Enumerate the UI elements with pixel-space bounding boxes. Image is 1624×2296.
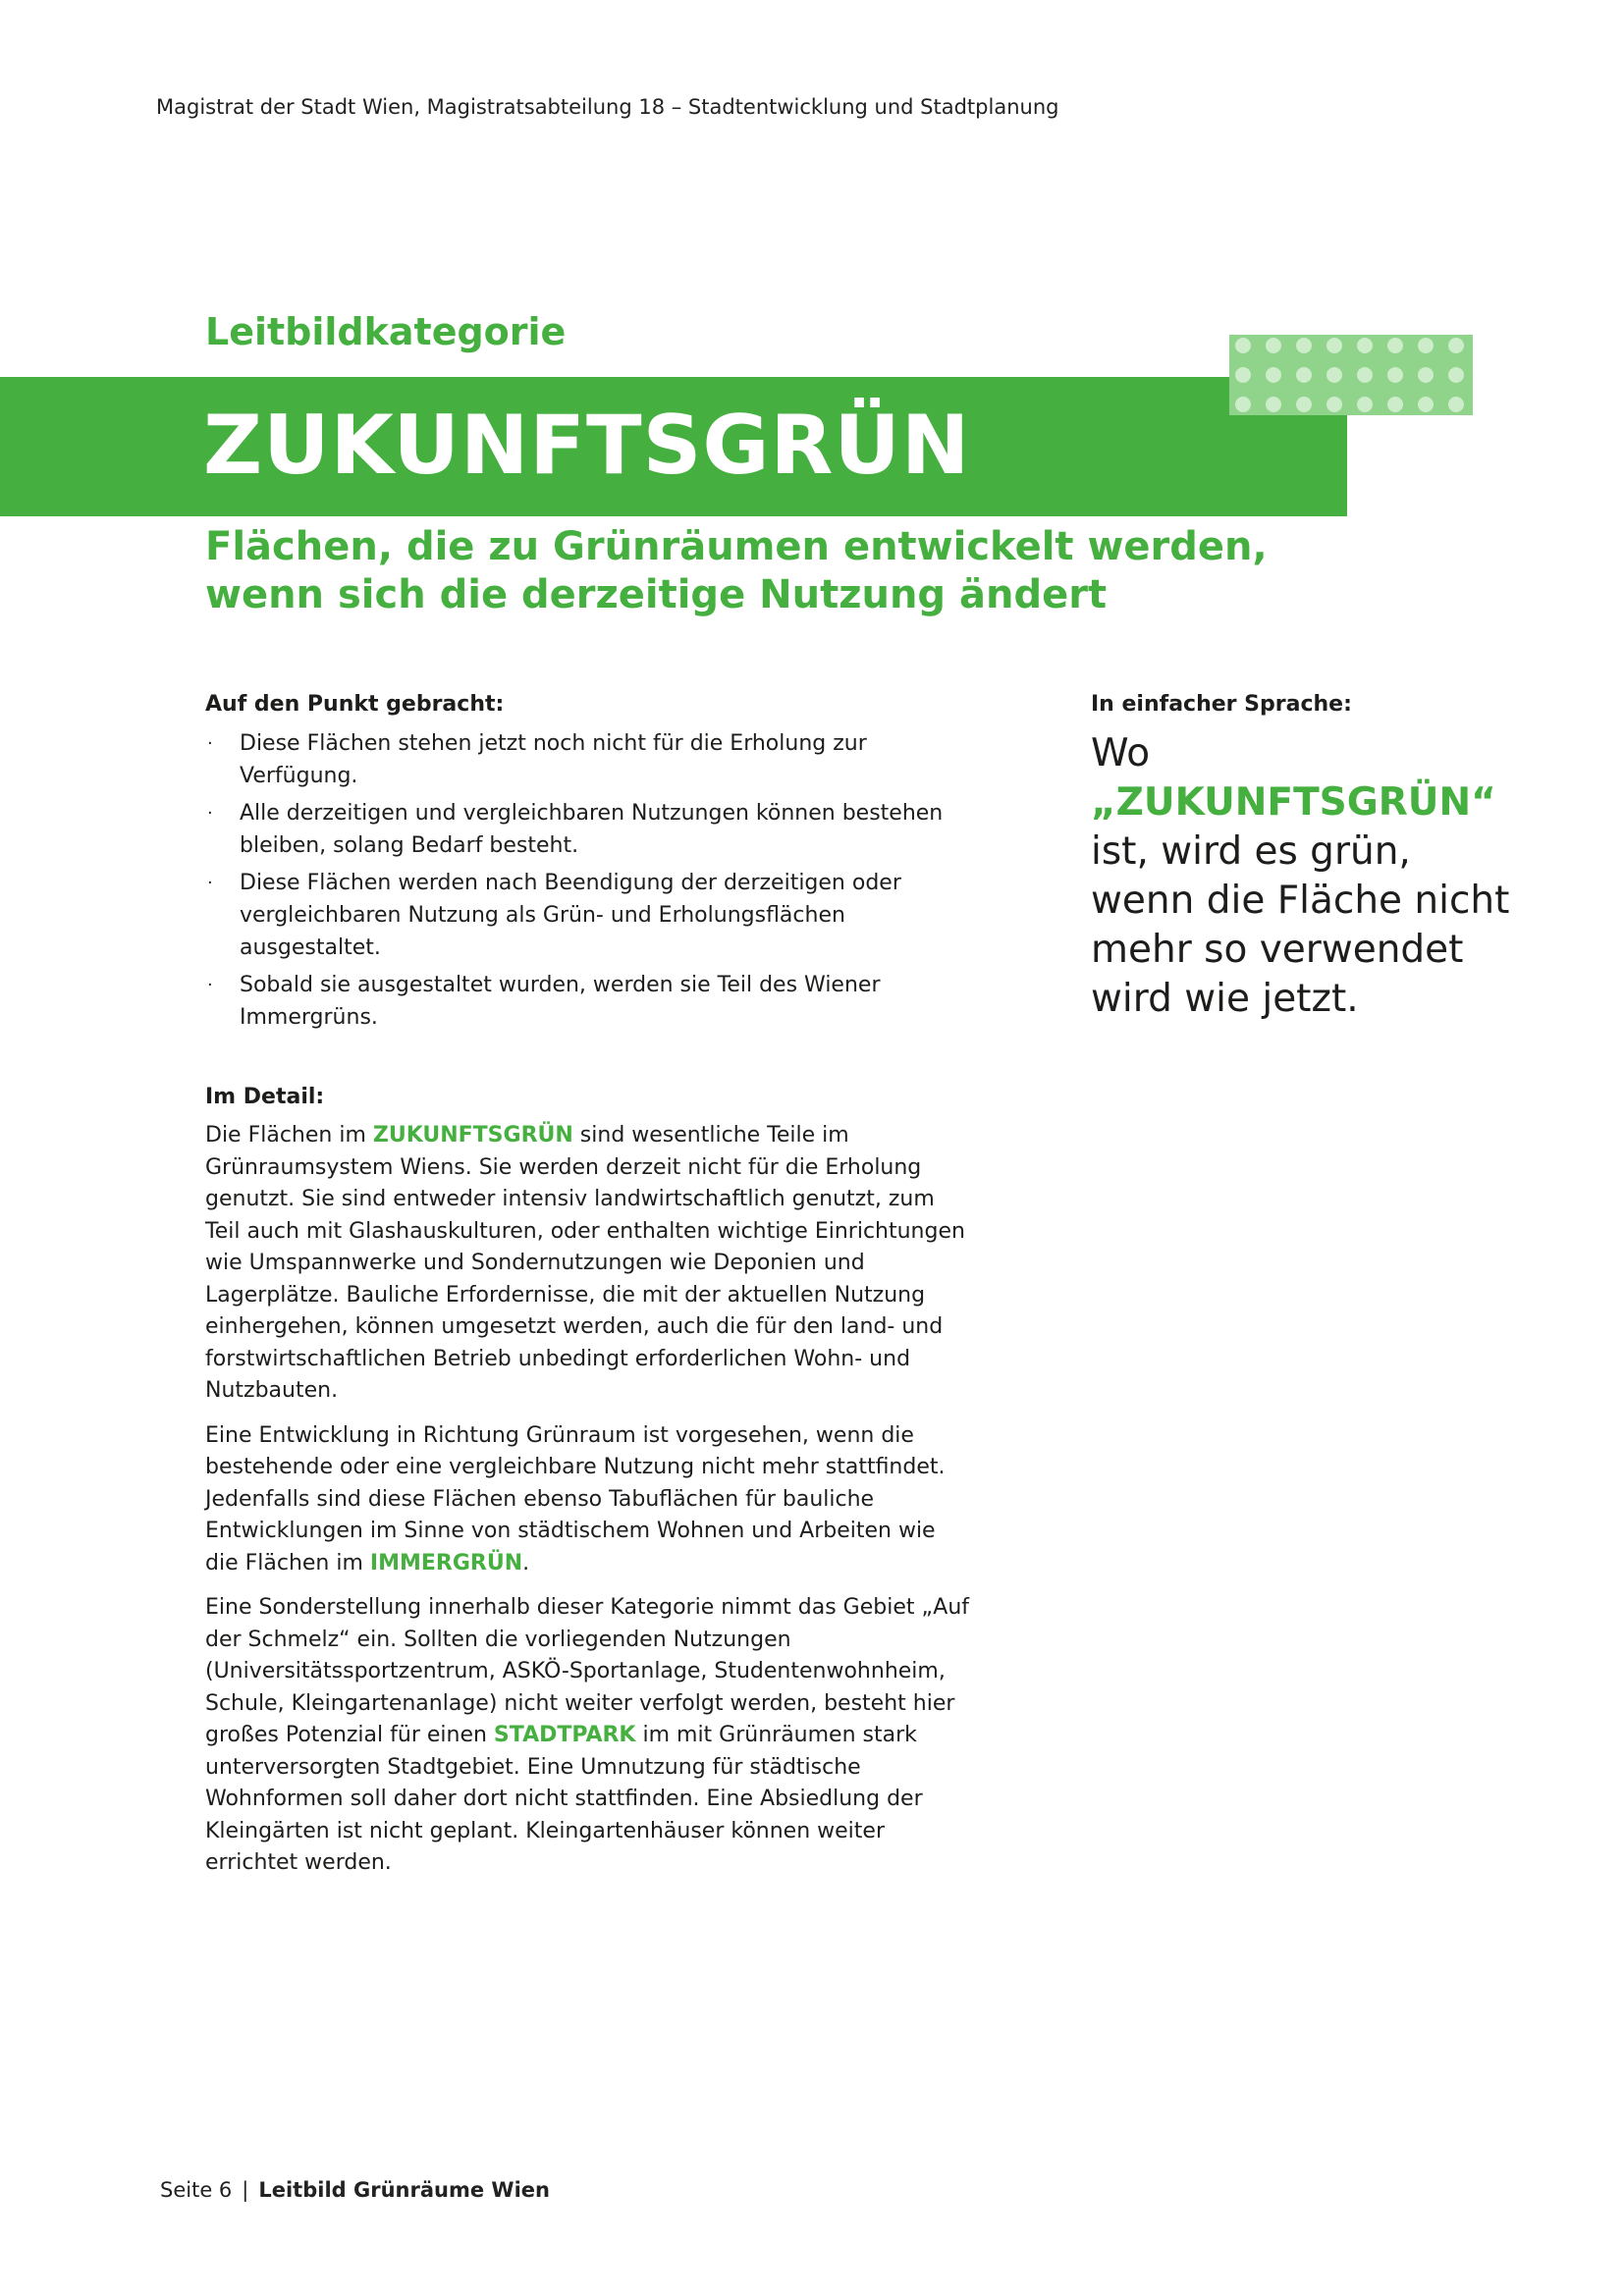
highlight-immergruen: IMMERGRÜN (369, 1550, 523, 1575)
paragraph-text: Eine Sonderstellung innerhalb dieser Kategorie nimmt das Gebiet „Auf der Schmelz“ ein. Sollten die vorliegenden Nutzungen (Universitätssportzentrum, ASKÖ-Sportanlage, Studentenwohnheim, Schule, Kleingartenanlage) nicht weiter verfolgt werden, besteht hier großes Potenzial für einen (205, 1595, 970, 1747)
list-item (205, 867, 971, 964)
page-footer (160, 2178, 550, 2202)
detail-paragraph-2 (205, 1420, 971, 1580)
bullet-icon: · (207, 873, 213, 893)
category-label: Leitbildkategorie (205, 310, 567, 353)
summary-list (205, 727, 971, 1034)
highlight-stadtpark: STADTPARK (493, 1723, 636, 1747)
footer-doc-title: Leitbild Grünräume Wien (258, 2178, 550, 2202)
list-item (205, 727, 971, 792)
dot-pattern-decoration (1229, 335, 1473, 415)
paragraph-text: sind wesentliche Teile im Grünraumsystem Wiens. Sie werden derzeit nicht für die Erholung genutzt. Sie sind entweder intensiv landwirtschaftlich genutzt, zum Teil auch mit Glashauskulturen, oder enthalten wichtige Einrichtungen wie Umspannwerke und Sondernutzungen wie Deponien und Lagerplätze. Bauliche Erfordernisse, die mit der aktuellen Nutzung einhergehen, können umgesetzt werden, auch die für den land- und forstwirtschaftlichen Betrieb unbedingt erforderlichen Wohn- und Nutzbauten. (205, 1123, 965, 1403)
highlight-zukunftsgruen: ZUKUNFTSGRÜN (372, 1123, 573, 1148)
detail-section (205, 1083, 971, 1880)
bullet-icon: · (207, 733, 213, 754)
footer-separator: | (242, 2178, 249, 2202)
simple-language-heading: In einfacher Sprache: (1091, 692, 1352, 717)
simple-text-part: Wo (1091, 731, 1151, 775)
paragraph-text: im mit Grünräumen stark unterversorgten Stadtgebiet. Eine Umnutzung für städtische Wohnformen soll daher dort nicht stattfinden. Eine Absiedlung der Kleingärten ist nicht geplant. Kleingartenhäuser können weiter errichtet werden. (205, 1723, 923, 1875)
summary-heading: Auf den Punkt gebracht: (205, 692, 505, 717)
detail-paragraph-3 (205, 1592, 971, 1880)
header-org-line: Magistrat der Stadt Wien, Magistratsabteilung 18 – Stadtentwicklung und Stadtplanung (156, 95, 1059, 119)
simple-text-part: ist, wird es grün, wenn die Fläche nicht mehr so verwendet wird wie jetzt. (1091, 829, 1510, 1021)
paragraph-text: Die Flächen im (205, 1123, 373, 1148)
highlight-zukunftsgruen-quote: „ZUKUNFTSGRÜN“ (1091, 780, 1496, 825)
bullet-icon: · (207, 975, 213, 995)
list-item (205, 797, 971, 862)
list-item-text: Sobald sie ausgestaltet wurden, werden sie Teil des Wiener Immergrüns. (240, 973, 881, 1030)
category-subtitle: Flächen, die zu Grünräumen entwickelt werden, wenn sich die derzeitige Nutzung ändert (205, 524, 1268, 617)
detail-heading: Im Detail: (205, 1085, 325, 1109)
bullet-icon: · (207, 803, 213, 824)
dot-grid-graphic (1229, 335, 1473, 415)
detail-paragraph-1 (205, 1120, 971, 1408)
page-number: Seite 6 (160, 2178, 233, 2202)
simple-language-text (1091, 729, 1523, 1024)
paragraph-text: Eine Entwicklung in Richtung Grünraum ist vorgesehen, wenn die bestehende oder eine vergleichbare Nutzung nicht mehr stattfindet. Jedenfalls sind diese Flächen ebenso Tabuflächen für bauliche Entwicklungen im Sinne von städtischem Wohnen und Arbeiten wie die Flächen im (205, 1422, 946, 1575)
list-item-text: Diese Flächen stehen jetzt noch nicht für die Erholung zur Verfügung. (240, 731, 867, 788)
list-item (205, 969, 971, 1034)
right-column (1091, 690, 1523, 1024)
left-column (205, 690, 971, 1893)
paragraph-text: . (522, 1550, 530, 1575)
list-item-text: Alle derzeitigen und vergleichbaren Nutzungen können bestehen bleiben, solang Bedarf besteht. (240, 801, 944, 858)
list-item-text: Diese Flächen werden nach Beendigung der derzeitigen oder vergleichbaren Nutzung als Grün- und Erholungsflächen ausgestaltet. (240, 871, 901, 960)
page-title: ZUKUNFTSGRÜN (203, 398, 971, 493)
